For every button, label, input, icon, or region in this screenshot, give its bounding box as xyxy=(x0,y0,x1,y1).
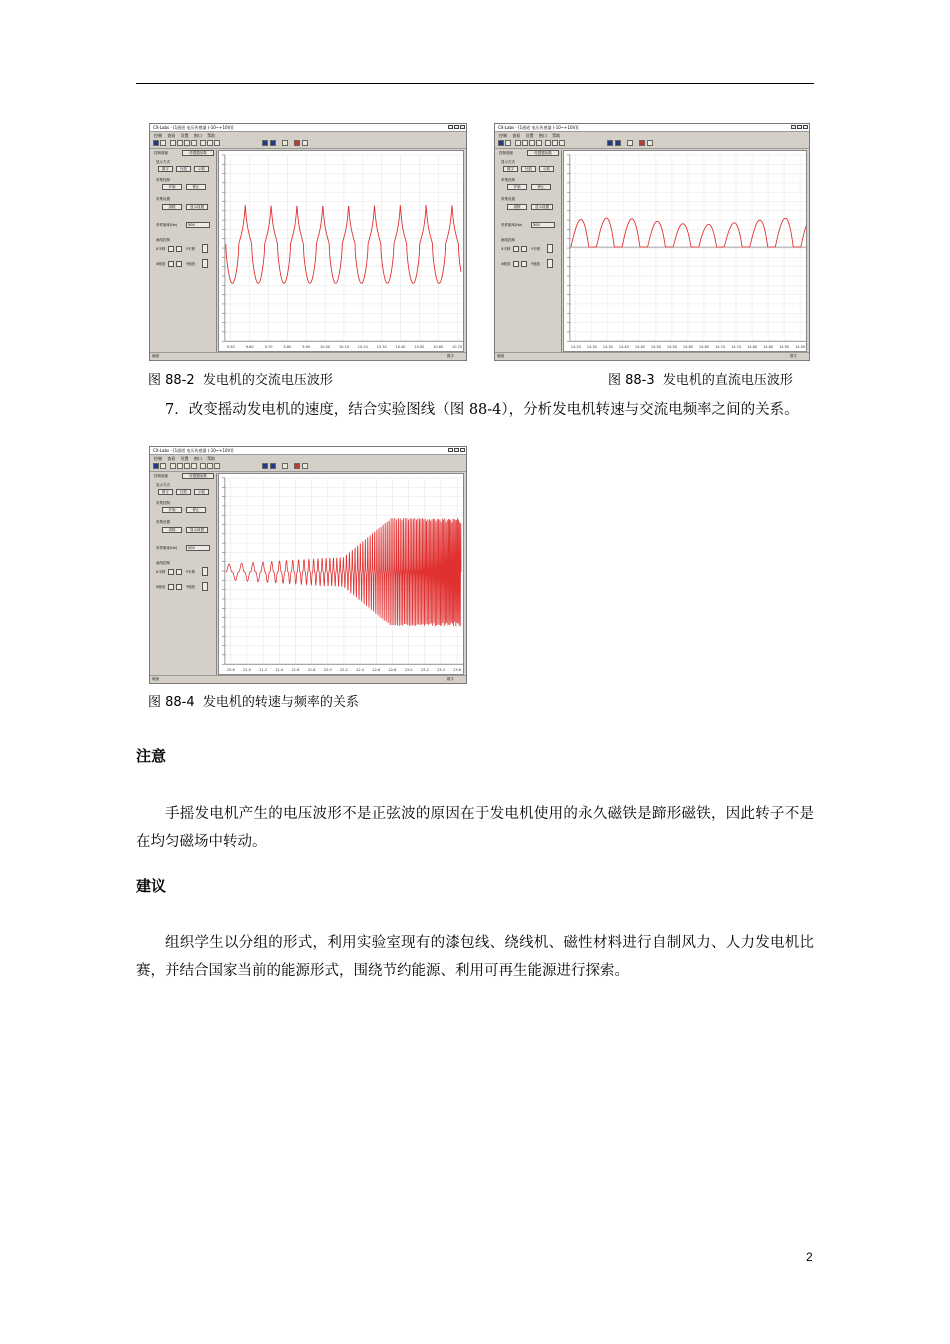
channel-icon[interactable] xyxy=(160,140,166,146)
x-tick-label: 23.4 xyxy=(437,668,445,673)
x-tick-label: 21.4 xyxy=(275,668,284,673)
sample-rate-label: 采样频率(Hz) xyxy=(156,546,178,550)
x-tick-label: 20.8 xyxy=(226,668,235,673)
play-icon[interactable] xyxy=(262,463,268,469)
x-pan-right-button[interactable] xyxy=(176,569,182,575)
status-mode: 数字 xyxy=(790,354,797,358)
caption-text: 发电机的转速与频率的关系 xyxy=(202,695,359,710)
menu-item[interactable]: 控制 xyxy=(499,133,507,138)
toolbar xyxy=(495,138,809,149)
layout-icon[interactable] xyxy=(545,140,551,146)
x-pan-right-button[interactable] xyxy=(521,246,527,252)
x-tick-label: 14.30 xyxy=(602,345,613,350)
record-icon[interactable] xyxy=(294,463,300,469)
x-tick-label: 23.2 xyxy=(420,668,429,673)
x-tick-label: 14.50 xyxy=(666,345,677,350)
tab-control-panel[interactable]: 控制面板 xyxy=(154,151,168,155)
x-zoom-in-button[interactable] xyxy=(513,261,519,267)
sample-rate-label: 采样频率(Hz) xyxy=(501,223,523,227)
print-icon[interactable] xyxy=(302,140,308,146)
x-pan-left-button[interactable] xyxy=(168,246,174,252)
menu-item[interactable]: 帮助 xyxy=(552,133,561,138)
x-tick-label: 22.0 xyxy=(323,668,332,673)
tab-control-panel[interactable]: 控制面板 xyxy=(499,151,513,155)
x-zoom-label: X缩放 xyxy=(156,262,166,266)
x-pan-label: X平移 xyxy=(501,247,511,251)
x-tick-label: 21.0 xyxy=(243,668,251,673)
clear-button[interactable]: 清除 xyxy=(507,204,527,210)
x-tick-label: 14.80 xyxy=(763,345,774,350)
channel-icon[interactable] xyxy=(160,463,166,469)
stop-button[interactable]: 停止 xyxy=(186,507,206,513)
x-tick-label: 14.90 xyxy=(779,345,790,350)
tab-sensor-params[interactable]: 传感器参数 xyxy=(182,150,214,156)
x-zoom-in-button[interactable] xyxy=(168,584,174,590)
compare-button[interactable]: 比较 xyxy=(176,489,191,495)
status-ready: 就绪 xyxy=(152,677,159,681)
x-tick-label: 9.70 xyxy=(264,345,273,350)
x-tick-label: 23.6 xyxy=(453,668,462,673)
x-pan-label: X平移 xyxy=(156,570,166,574)
minimize-icon[interactable] xyxy=(791,125,796,129)
window-titlebar xyxy=(150,124,466,132)
channel-icon[interactable] xyxy=(153,463,159,469)
x-tick-label: 10.30 xyxy=(376,345,387,350)
channel-2-icon[interactable] xyxy=(522,140,528,146)
layout-icon[interactable] xyxy=(552,140,558,146)
x-zoom-out-button[interactable] xyxy=(176,584,182,590)
x-tick-label: 9.90 xyxy=(302,345,311,350)
channel-3-icon[interactable] xyxy=(529,140,535,146)
screenshot-dc-voltage xyxy=(494,123,810,361)
plot-control-label: 画线控制 xyxy=(156,561,170,565)
channel-3-icon[interactable] xyxy=(184,140,190,146)
stop-button[interactable]: 停止 xyxy=(186,184,206,190)
display-mode-label: 显示方式 xyxy=(156,483,170,487)
x-tick-label: 14.70 xyxy=(714,345,726,350)
x-pan-left-button[interactable] xyxy=(513,246,519,252)
waveform-plot xyxy=(218,473,464,675)
sample-rate-select[interactable]: 500 xyxy=(186,222,210,228)
x-tick-label: 22.4 xyxy=(356,668,365,673)
digital-button[interactable]: 数字 xyxy=(158,166,173,172)
sample-rate-select[interactable]: 500 xyxy=(186,545,210,551)
x-tick-label: 14.50 xyxy=(650,345,661,350)
note-heading: 注意 xyxy=(136,747,167,765)
speed-frequency-waveform-svg xyxy=(219,474,463,674)
x-tick-label: 22.2 xyxy=(340,668,348,673)
digital-button[interactable]: 数字 xyxy=(158,489,173,495)
channel-4-icon[interactable] xyxy=(191,140,197,146)
status-bar xyxy=(150,675,466,683)
channel-2-icon[interactable] xyxy=(177,140,183,146)
status-bar xyxy=(495,352,809,360)
window-title: CX-Labs - [1通道 电压传感器 (-10~+10V)] xyxy=(498,125,579,130)
window-titlebar xyxy=(150,447,466,455)
acquire-control-label: 采集控制 xyxy=(501,178,515,182)
layout-icon[interactable] xyxy=(559,140,565,146)
control-panel xyxy=(497,150,562,352)
suggestion-heading: 建议 xyxy=(136,877,167,895)
sample-rate-select[interactable]: 500 xyxy=(531,222,555,228)
layout-icon[interactable] xyxy=(200,140,206,146)
channel-1-icon[interactable] xyxy=(515,140,521,146)
channel-1-icon[interactable] xyxy=(170,463,176,469)
minimize-icon[interactable] xyxy=(448,125,453,129)
channel-1-icon[interactable] xyxy=(170,140,176,146)
channel-4-icon[interactable] xyxy=(536,140,542,146)
acquire-settings-label: 采集设置 xyxy=(156,520,170,524)
x-tick-label: 14.90 xyxy=(795,345,806,350)
ac-waveform-svg xyxy=(219,151,463,351)
menu-item[interactable]: 窗口 xyxy=(193,456,202,461)
suggestion-paragraph: 组织学生以分组的形式，利用实验室现有的漆包线、绕线机、磁性材料进行自制风力、人力发电机比赛，并结合国家当前的能源形式，围绕节约能源、利用可再生能源进行探索。 xyxy=(136,935,814,979)
page-number: 2 xyxy=(806,1250,813,1264)
y-pan-label: Y平移 xyxy=(531,247,541,251)
compare-button[interactable]: 比较 xyxy=(521,166,536,172)
menu-item[interactable]: 控制 xyxy=(154,133,162,138)
x-zoom-label: X缩放 xyxy=(501,262,511,266)
export-icon[interactable] xyxy=(282,463,288,469)
figure-caption-88-3 xyxy=(608,369,793,388)
export-icon[interactable] xyxy=(282,140,288,146)
play-icon[interactable] xyxy=(607,140,613,146)
close-icon[interactable] xyxy=(460,125,465,129)
caption-text: 发电机的交流电压波形 xyxy=(202,373,333,388)
caption-number: 图 88-2 xyxy=(148,373,195,388)
caption-number: 图 88-4 xyxy=(148,695,195,710)
scope-button[interactable]: 示波 xyxy=(194,489,209,495)
menu-item[interactable]: 窗口 xyxy=(193,133,202,138)
x-tick-label: 21.2 xyxy=(259,668,268,673)
screenshot-speed-frequency xyxy=(149,446,467,684)
plot-control-label: 画线控制 xyxy=(156,238,170,242)
figure-caption-88-4 xyxy=(148,691,359,710)
control-panel xyxy=(152,473,217,675)
dc-waveform-svg xyxy=(564,151,806,351)
tab-control-panel[interactable]: 控制面板 xyxy=(154,474,168,478)
stop-icon[interactable] xyxy=(270,140,276,146)
x-tick-label: 14.40 xyxy=(618,345,629,350)
menu-item[interactable]: 查看 xyxy=(512,133,521,138)
channel-icon[interactable] xyxy=(498,140,504,146)
x-zoom-label: X缩放 xyxy=(156,585,166,589)
note-paragraph: 手摇发电机产生的电压波形不是正弦波的原因在于发电机使用的永久磁铁是蹄形磁铁，因此转子不是在均匀磁场中转动。 xyxy=(136,806,814,850)
start-button[interactable]: 开始 xyxy=(162,507,182,513)
channel-2-icon[interactable] xyxy=(177,463,183,469)
plot-control-label: 画线控制 xyxy=(501,238,515,242)
ac-voltage-trace xyxy=(226,205,461,283)
menu-item[interactable]: 帮助 xyxy=(207,456,216,461)
x-tick-label: 9.80 xyxy=(283,345,292,350)
stop-button[interactable]: 停止 xyxy=(531,184,551,190)
x-tick-label: 10.50 xyxy=(414,345,425,350)
menu-item[interactable]: 窗口 xyxy=(538,133,547,138)
sample-rate-label: 采样频率(Hz) xyxy=(156,223,178,227)
scope-button[interactable]: 示波 xyxy=(194,166,209,172)
x-tick-label: 22.8 xyxy=(388,668,397,673)
layout-icon[interactable] xyxy=(207,140,213,146)
waveform-plot xyxy=(563,150,807,352)
acquire-control-label: 采集控制 xyxy=(156,501,170,505)
x-tick-label: 14.60 xyxy=(682,345,693,350)
x-tick-label: 14.30 xyxy=(586,345,597,350)
x-tick-label: 14.40 xyxy=(634,345,645,350)
maximize-icon[interactable] xyxy=(454,125,459,129)
x-tick-label: 10.20 xyxy=(357,345,368,350)
menu-item[interactable]: 控制 xyxy=(154,456,162,461)
channel-icon[interactable] xyxy=(153,140,159,146)
window-title: CX-Labs - [1通道 电压传感器 (-10~+10V)] xyxy=(153,125,234,130)
waveform-plot xyxy=(218,150,464,352)
scope-button[interactable]: 示波 xyxy=(539,166,554,172)
channel-icon[interactable] xyxy=(505,140,511,146)
display-settings-button[interactable]: 显示设置 xyxy=(186,204,208,210)
menu-item[interactable]: 设置 xyxy=(180,456,189,461)
close-icon[interactable] xyxy=(803,125,808,129)
tab-sensor-params[interactable]: 传感器参数 xyxy=(182,473,214,479)
y-zoom-button[interactable] xyxy=(202,259,208,268)
y-pan-button[interactable] xyxy=(547,244,553,253)
play-icon[interactable] xyxy=(262,140,268,146)
acquire-settings-label: 采集设置 xyxy=(501,197,515,201)
x-tick-label: 10.40 xyxy=(395,345,406,350)
display-mode-label: 显示方式 xyxy=(501,160,515,164)
x-zoom-out-button[interactable] xyxy=(176,261,182,267)
x-pan-left-button[interactable] xyxy=(168,569,174,575)
status-mode: 数字 xyxy=(447,354,454,358)
record-icon[interactable] xyxy=(294,140,300,146)
y-pan-button[interactable] xyxy=(202,567,208,576)
y-zoom-button[interactable] xyxy=(547,259,553,268)
status-bar xyxy=(150,352,466,360)
stop-icon[interactable] xyxy=(270,463,276,469)
x-tick-label: 10.60 xyxy=(433,345,444,350)
x-tick-label: 21.8 xyxy=(307,668,316,673)
channel-3-icon[interactable] xyxy=(184,463,190,469)
maximize-icon[interactable] xyxy=(797,125,802,129)
x-tick-label: 10.10 xyxy=(338,345,349,350)
y-pan-label: Y平移 xyxy=(186,570,196,574)
toolbar xyxy=(150,461,466,472)
minimize-icon[interactable] xyxy=(448,448,453,452)
control-panel xyxy=(152,150,217,352)
y-zoom-label: Y缩放 xyxy=(531,262,541,266)
layout-icon[interactable] xyxy=(214,140,220,146)
y-zoom-label: Y缩放 xyxy=(186,585,196,589)
x-tick-label: 14.60 xyxy=(698,345,710,350)
y-pan-button[interactable] xyxy=(202,244,208,253)
start-button[interactable]: 开始 xyxy=(507,184,527,190)
acquire-settings-label: 采集设置 xyxy=(156,197,170,201)
window-titlebar xyxy=(495,124,809,132)
layout-icon[interactable] xyxy=(200,463,206,469)
layout-icon[interactable] xyxy=(214,463,220,469)
x-tick-label: 14.80 xyxy=(746,345,758,350)
x-tick-label: 10.00 xyxy=(320,345,331,350)
print-icon[interactable] xyxy=(647,140,653,146)
dc-voltage-trace xyxy=(571,218,806,247)
x-pan-right-button[interactable] xyxy=(176,246,182,252)
window-title: CX-Labs - [1通道 电压传感器 (-10~+10V)] xyxy=(153,448,234,453)
compare-button[interactable]: 比较 xyxy=(176,166,191,172)
status-ready: 就绪 xyxy=(497,354,504,358)
display-settings-button[interactable]: 显示设置 xyxy=(531,204,553,210)
menu-item[interactable]: 设置 xyxy=(180,133,189,138)
y-pan-label: Y平移 xyxy=(186,247,196,251)
acquire-control-label: 采集控制 xyxy=(156,178,170,182)
x-tick-label: 14.70 xyxy=(730,345,742,350)
menu-item[interactable]: 帮助 xyxy=(207,133,216,138)
status-ready: 就绪 xyxy=(152,354,159,358)
record-icon[interactable] xyxy=(639,140,645,146)
start-button[interactable]: 开始 xyxy=(162,184,182,190)
menu-item[interactable]: 查看 xyxy=(167,456,176,461)
clear-button[interactable]: 清除 xyxy=(162,204,182,210)
step-7-paragraph: 7．改变摇动发电机的速度，结合实验图线（图 88-4），分析发电机转速与交流电频率之间的关系。 xyxy=(165,402,799,418)
x-pan-label: X平移 xyxy=(156,247,166,251)
figure-caption-88-2 xyxy=(148,369,333,388)
tab-sensor-params[interactable]: 传感器参数 xyxy=(527,150,559,156)
layout-icon[interactable] xyxy=(207,463,213,469)
x-tick-label: 14.20 xyxy=(570,345,581,350)
toolbar xyxy=(150,138,466,149)
x-tick-label: 22.6 xyxy=(372,668,381,673)
caption-number: 图 88-3 xyxy=(608,373,655,388)
speed-frequency-trace xyxy=(226,518,461,626)
header-rule xyxy=(136,83,814,84)
maximize-icon[interactable] xyxy=(454,448,459,452)
display-settings-button[interactable]: 显示设置 xyxy=(186,527,208,533)
y-zoom-button[interactable] xyxy=(202,582,208,591)
close-icon[interactable] xyxy=(460,448,465,452)
y-zoom-label: Y缩放 xyxy=(186,262,196,266)
channel-4-icon[interactable] xyxy=(191,463,197,469)
x-tick-label: 10.70 xyxy=(452,345,463,350)
caption-text: 发电机的直流电压波形 xyxy=(662,373,793,388)
export-icon[interactable] xyxy=(627,140,633,146)
display-mode-label: 显示方式 xyxy=(156,160,170,164)
print-icon[interactable] xyxy=(302,463,308,469)
x-tick-label: 9.50 xyxy=(226,345,235,350)
screenshot-ac-voltage xyxy=(149,123,467,361)
menu-item[interactable]: 查看 xyxy=(167,133,176,138)
x-zoom-in-button[interactable] xyxy=(168,261,174,267)
x-tick-label: 9.60 xyxy=(245,345,254,350)
x-tick-label: 21.6 xyxy=(291,668,300,673)
stop-icon[interactable] xyxy=(615,140,621,146)
clear-button[interactable]: 清除 xyxy=(162,527,182,533)
x-tick-label: 23.0 xyxy=(404,668,413,673)
menu-item[interactable]: 设置 xyxy=(525,133,534,138)
status-mode: 数字 xyxy=(447,677,454,681)
x-zoom-out-button[interactable] xyxy=(521,261,527,267)
digital-button[interactable]: 数字 xyxy=(503,166,518,172)
